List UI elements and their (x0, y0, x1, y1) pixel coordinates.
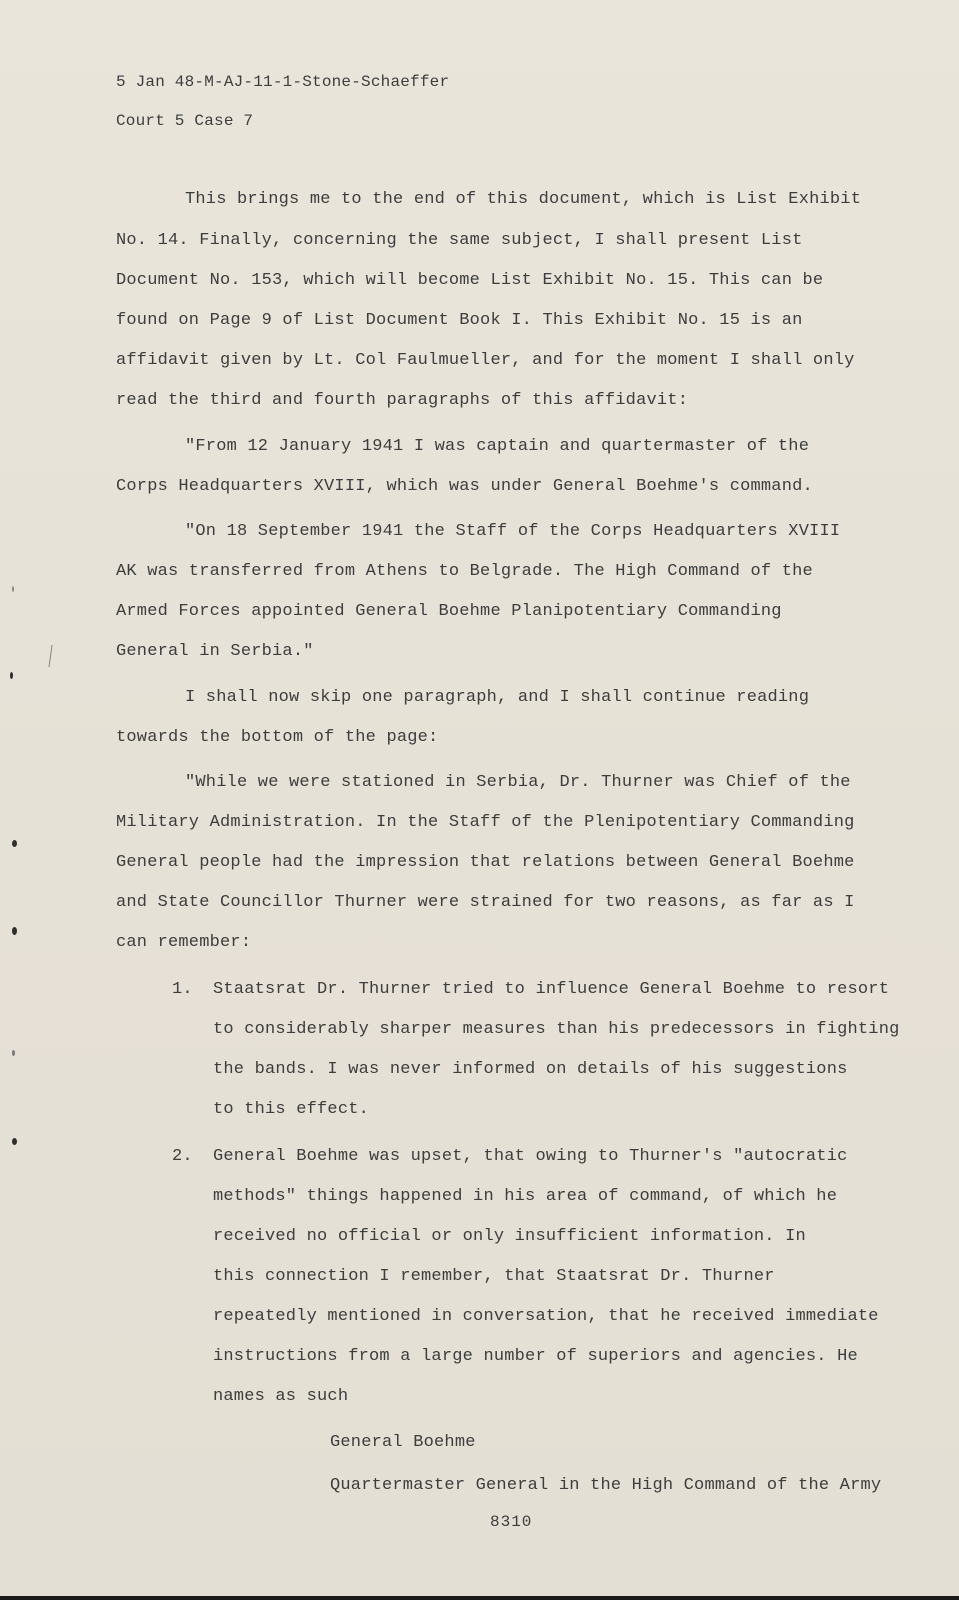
text-line: Staatsrat Dr. Thurner tried to influence General Boehme to resort (213, 980, 890, 999)
binding-mark (10, 672, 13, 679)
binding-mark (12, 1050, 15, 1056)
text-line: found on Page 9 of List Document Book I. This Exhibit No. 15 is an (116, 311, 803, 330)
text-line: repeatedly mentioned in conversation, that he received immediate (213, 1307, 879, 1326)
text-line: This brings me to the end of this document, which is List Exhibit (185, 190, 862, 209)
text-line: "On 18 September 1941 the Staff of the Corps Headquarters XVIII (185, 522, 841, 541)
text-line: this connection I remember, that Staatsrat Dr. Thurner (213, 1267, 775, 1286)
text-line: names as such (213, 1387, 349, 1406)
paper-scratch (48, 645, 52, 667)
text-line: "While we were stationed in Serbia, Dr. Thurner was Chief of the (185, 773, 851, 792)
reference-header: 5 Jan 48-M-AJ-11-1-Stone-Schaeffer (116, 73, 450, 91)
binding-mark (12, 927, 17, 935)
text-line: to considerably sharper measures than his predecessors in fighting (213, 1020, 900, 1039)
text-line: General people had the impression that relations between General Boehme (116, 853, 855, 872)
text-line: and State Councillor Thurner were strained for two reasons, as far as I (116, 893, 855, 912)
page-bottom-edge (0, 1596, 959, 1600)
text-line: can remember: (116, 933, 252, 952)
text-line: affidavit given by Lt. Col Faulmueller, and for the moment I shall only (116, 351, 855, 370)
text-line: received no official or only insufficient information. In (213, 1227, 806, 1246)
text-line: General in Serbia." (116, 642, 314, 661)
text-line: Document No. 153, which will become List Exhibit No. 15. This can be (116, 271, 824, 290)
list-number: 2. (172, 1147, 193, 1166)
text-line: General Boehme (330, 1433, 476, 1452)
text-line: No. 14. Finally, concerning the same subject, I shall present List (116, 231, 803, 250)
text-line: General Boehme was upset, that owing to Thurner's "autocratic (213, 1147, 848, 1166)
text-line: Corps Headquarters XVIII, which was under General Boehme's command. (116, 477, 813, 496)
list-number: 1. (172, 980, 193, 999)
text-line: the bands. I was never informed on details of his suggestions (213, 1060, 848, 1079)
text-line: Military Administration. In the Staff of the Plenipotentiary Commanding (116, 813, 855, 832)
page-number: 8310 (490, 1513, 533, 1531)
text-line: towards the bottom of the page: (116, 728, 439, 747)
binding-mark (12, 1138, 17, 1145)
text-line: "From 12 January 1941 I was captain and quartermaster of the (185, 437, 810, 456)
text-line: Quartermaster General in the High Command of the Army (330, 1476, 882, 1495)
text-line: read the third and fourth paragraphs of this affidavit: (116, 391, 689, 410)
binding-mark (12, 586, 14, 592)
text-line: methods" things happened in his area of command, of which he (213, 1187, 838, 1206)
text-line: instructions from a large number of superiors and agencies. He (213, 1347, 858, 1366)
text-line: I shall now skip one paragraph, and I shall continue reading (185, 688, 810, 707)
text-line: Armed Forces appointed General Boehme Planipotentiary Commanding (116, 602, 782, 621)
court-case-header: Court 5 Case 7 (116, 112, 254, 130)
text-line: to this effect. (213, 1100, 370, 1119)
binding-mark (12, 840, 17, 847)
text-line: AK was transferred from Athens to Belgrade. The High Command of the (116, 562, 813, 581)
